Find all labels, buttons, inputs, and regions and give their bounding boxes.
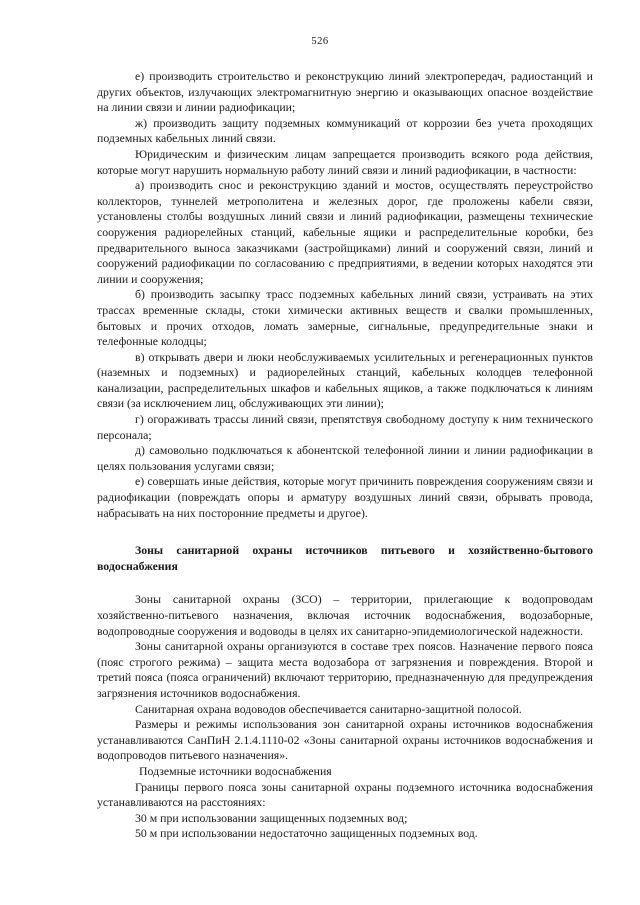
paragraph: Зоны санитарной охраны организуются в составе трех поясов. Назначение первого пояса (пояс строгого режима) – защита места водозабора от загрязнения и повреждения. Второй и третий пояса (пояса ограничений) включают территорию, предназначенную для предупреждения загрязнения источников водоснабжения. [97,639,593,700]
paragraph: Санитарная охрана водоводов обеспечивается санитарно-защитной полосой. [135,701,522,716]
paragraph: а) производить снос и реконструкцию зданий и мостов, осуществлять переустройство коллекторов, туннелей метрополитена и железных дорог, где проложены кабели связи, установлены столбы воздушных линий связи и линий радиофикации, размещены технические сооружения радиорелейных станций, кабельные ящики и распределительные коробки, без предварительного выноса заказчиками (застройщиками) линий и сооружений связи, линий и сооружений радиофикации по согласованию с предприятиями, в ведении которых находятся эти линии и сооружения; [97,178,593,286]
paragraph: ж) производить защиту подземных коммуникаций от коррозии без учета проходящих подземных кабельных линий связи. [97,115,593,146]
paragraph: е) совершать иные действия, которые могут причинить повреждения сооружениям связи и радиофикации (повреждать опоры и арматуру воздушных линий связи, обрывать провода, набрасывать на них посторонние предметы и другое). [97,474,593,520]
section-heading: Зоны санитарной охраны источников питьевого и хозяйственно-бытового водоснабжения [97,543,593,573]
paragraph: Размеры и режимы использования зон санитарной охраны источников водоснабжения устанавливаются СанПиН 2.1.4.1110-02 «Зоны санитарной охраны источников водоснабжения и водопроводов питьевого назначения». [97,717,593,763]
document-body [97,69,593,842]
paragraph: Зоны санитарной охраны (ЗСО) – территории, прилегающие к водопроводам хозяйственно-питьевого назначения, включая источник водоснабжения, водозаборные, водопроводные сооружения и водоводы в целях их санитарно-эпидемиологической надежности. [97,592,593,638]
paragraph: 30 м при использовании защищенных подземных вод; [135,810,408,825]
paragraph: е) производить строительство и реконструкцию линий электропередач, радиостанций и других объектов, излучающих электромагнитную энергию и оказывающих опасное воздействие на линии связи и линии радиофикации; [97,69,593,115]
paragraph: г) огораживать трассы линий связи, препятствуя свободному доступу к ним технического персонала; [97,412,593,442]
paragraph: б) производить засыпку трасс подземных кабельных линий связи, устраивать на этих трассах временные склады, стоки химически активных веществ и свалки промышленных, бытовых и прочих отходов, ломать замерные, сигнальные, предупредительные знаки и телефонные колодцы; [97,287,593,349]
page-number: 526 [311,36,329,47]
paragraph: Границы первого пояса зоны санитарной охраны подземного источника водоснабжения устанавливаются на расстояниях: [97,779,593,810]
paragraph: д) самовольно подключаться к абонентской телефонной линии и линии радиофикации в целях пользования услугами связи; [97,443,593,473]
subheading: Подземные источники водоснабжения [139,763,332,778]
paragraph: Юридическим и физическим лицам запрещается производить всякого рода действия, которые могут нарушить нормальную работу линий связи и линий радиофикации, в частности: [97,146,593,177]
paragraph: 50 м при использовании недостаточно защищенных подземных вод. [135,826,478,841]
paragraph: в) открывать двери и люки необслуживаемых усилительных и регенерационных пунктов (наземных и подземных) и радиорелейных станций, кабельных колодцев телефонной канализации, распределительных шкафов и кабельных ящиков, а также подключаться к линиям связи (за исключением лиц, обслуживающих эти линии); [97,349,593,411]
